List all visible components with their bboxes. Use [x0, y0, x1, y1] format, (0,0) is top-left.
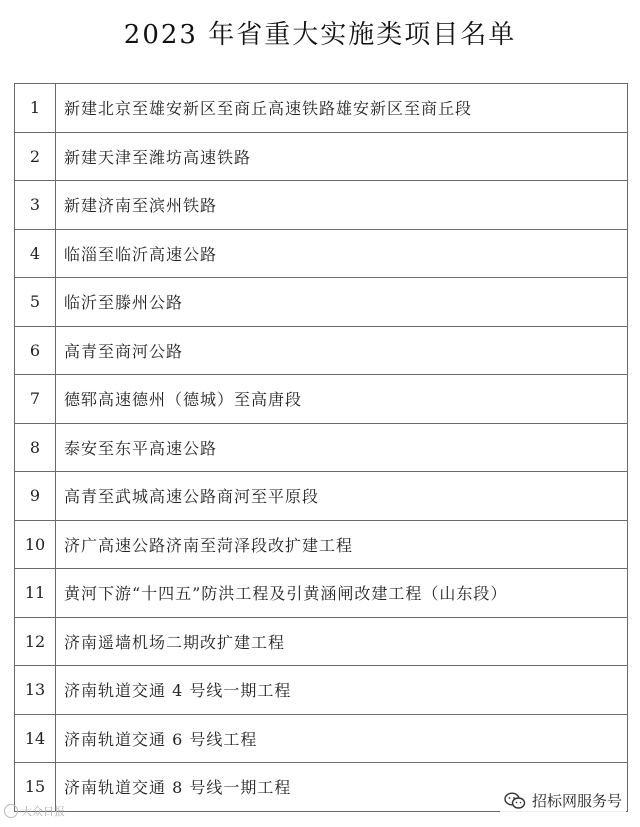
- project-name: 高青至商河公路: [56, 326, 628, 375]
- row-number: 6: [15, 326, 56, 375]
- table-row: [15, 375, 628, 424]
- row-number: 13: [15, 666, 56, 715]
- row-number: 8: [15, 423, 56, 472]
- project-name: 济南轨道交通 6 号线工程: [56, 714, 628, 763]
- project-table: [14, 83, 628, 812]
- table-row: [15, 181, 628, 230]
- project-name: 新建北京至雄安新区至商丘高速铁路雄安新区至商丘段: [56, 84, 628, 133]
- table-row: [15, 617, 628, 666]
- project-name: 德郓高速德州（德城）至高唐段: [56, 375, 628, 424]
- table-row: [15, 229, 628, 278]
- watermark-right: [500, 788, 626, 813]
- row-number: 7: [15, 375, 56, 424]
- wechat-icon: [504, 792, 526, 810]
- row-number: 15: [15, 763, 56, 812]
- table-row: [15, 423, 628, 472]
- project-name: 泰安至东平高速公路: [56, 423, 628, 472]
- watermark-left: [4, 803, 65, 819]
- project-name: 济南轨道交通 4 号线一期工程: [56, 666, 628, 715]
- watermark-right-text: 招标网服务号: [531, 792, 622, 810]
- row-number: 11: [15, 569, 56, 618]
- page-title: 2023 年省重大实施类项目名单: [123, 20, 517, 50]
- table-row: [15, 472, 628, 521]
- table-row: [15, 278, 628, 327]
- row-number: 2: [15, 132, 56, 181]
- project-name: 新建济南至滨州铁路: [56, 181, 628, 230]
- row-number: 14: [15, 714, 56, 763]
- row-number: 1: [15, 84, 56, 133]
- project-name: 黄河下游“十四五”防洪工程及引黄涵闸改建工程（山东段）: [56, 569, 628, 618]
- table-row: [15, 520, 628, 569]
- project-name: 临淄至临沂高速公路: [56, 229, 628, 278]
- project-name: 济南遥墙机场二期改扩建工程: [56, 617, 628, 666]
- row-number: 5: [15, 278, 56, 327]
- logo-circle-icon: [4, 804, 18, 818]
- row-number: 12: [15, 617, 56, 666]
- table-row: [15, 326, 628, 375]
- table-row: [15, 84, 628, 133]
- row-number: 4: [15, 229, 56, 278]
- project-name: 高青至武城高速公路商河至平原段: [56, 472, 628, 521]
- table-row: [15, 132, 628, 181]
- table-row: [15, 666, 628, 715]
- project-name: 济广高速公路济南至菏泽段改扩建工程: [56, 520, 628, 569]
- row-number: 3: [15, 181, 56, 230]
- watermark-left-text: 大众日报: [21, 805, 65, 818]
- table-row: [15, 569, 628, 618]
- project-name: 济南轨道交通 8 号线一期工程: [56, 763, 628, 812]
- row-number: 9: [15, 472, 56, 521]
- row-number: 10: [15, 520, 56, 569]
- project-name: 新建天津至潍坊高速铁路: [56, 132, 628, 181]
- project-name: 临沂至滕州公路: [56, 278, 628, 327]
- table-row: [15, 714, 628, 763]
